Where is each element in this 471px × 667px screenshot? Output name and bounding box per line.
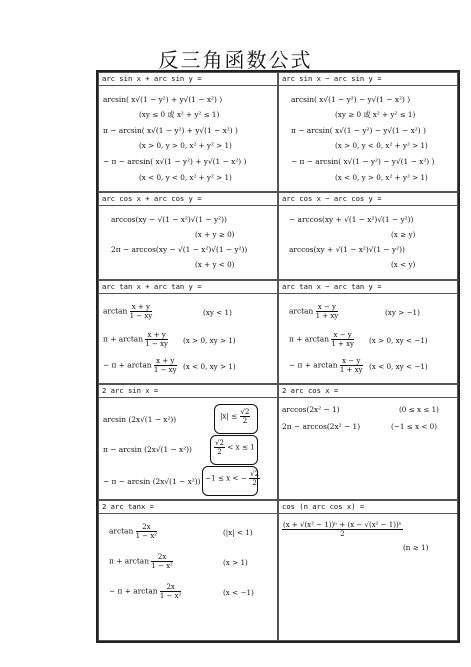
formula-line: π − arcsin( x√(1 − y²) − y√(1 − x²) ) xyxy=(291,126,426,135)
formula-prefix: arctan xyxy=(103,306,128,316)
formula-table xyxy=(96,70,460,643)
condition-line: (x > 0, y < 0, x² + y² > 1) xyxy=(335,141,428,150)
fraction-denominator: 2 xyxy=(242,417,248,425)
formula-prefix: π + arctan xyxy=(289,334,329,344)
condition-line: (xy ≥ 0 或 x² + y² ≤ 1) xyxy=(335,110,416,119)
cell-header: arc tan x − arc tan y = xyxy=(279,281,457,294)
fraction xyxy=(331,331,354,348)
condition-line: (x > 0, xy > 1) xyxy=(183,336,236,345)
formula-line: arccos(xy + √(1 − x²)√(1 − y²)) xyxy=(289,245,405,254)
fraction-numerator: x + y xyxy=(130,303,153,312)
condition-line: (x > 1) xyxy=(223,558,248,567)
condition-line: (−1 ≤ x < 0) xyxy=(391,422,438,431)
cell-chebyshev xyxy=(278,500,458,641)
fraction-denominator: 1 − x² xyxy=(135,532,158,540)
condition-prefix: |x| ≤ xyxy=(220,411,238,421)
fraction-numerator: x − y xyxy=(331,331,354,340)
formula-prefix: π + arctan xyxy=(103,334,143,344)
fraction-denominator: 1 − xy xyxy=(145,340,168,348)
fraction-numerator: √2 xyxy=(215,439,224,447)
fraction-numerator: 2x xyxy=(151,553,173,562)
cell-arcsin-sum xyxy=(98,72,278,192)
fraction-numerator: √2 xyxy=(250,470,260,478)
fraction xyxy=(160,583,182,600)
fraction-denominator: 1 + xy xyxy=(331,340,354,348)
cell-header: arc sin x + arc sin y = xyxy=(99,73,277,86)
condition-line: (x + y < 0) xyxy=(195,260,235,269)
fraction xyxy=(145,331,168,348)
fraction xyxy=(154,357,177,374)
fraction xyxy=(316,303,339,320)
fraction xyxy=(340,357,363,374)
formula-line xyxy=(109,523,157,540)
formula-line xyxy=(289,357,363,374)
condition-line: (|x| < 1) xyxy=(223,528,253,537)
condition-line: (x < y) xyxy=(391,260,416,269)
fraction-numerator: x − y xyxy=(316,303,339,312)
formula-line: 2π − arccos(xy − √(1 − x²)√(1 − y²)) xyxy=(111,245,248,254)
fraction-numerator: x + y xyxy=(154,357,177,366)
formula-line: arcsin( x√(1 − y²) + y√(1 − x²) ) xyxy=(103,95,223,104)
formula-line xyxy=(103,303,152,320)
condition-line: (x > 0, y > 0, x² + y² > 1) xyxy=(139,141,232,150)
formula-line xyxy=(103,357,177,374)
fraction-denominator: 1 − x² xyxy=(151,562,173,570)
formula-prefix: arctan xyxy=(289,306,314,316)
fraction-denominator: 1 + xy xyxy=(339,366,363,374)
formula-line: arccos(2x² − 1) xyxy=(282,405,340,414)
cell-header: arc sin x − arc sin y = xyxy=(279,73,457,86)
condition-line xyxy=(205,470,260,487)
condition-line: (x ≥ y) xyxy=(391,230,416,239)
condition-line: (n ≥ 1) xyxy=(403,543,429,552)
condition-line: (x < 0, y > 0, x² + y² > 1) xyxy=(335,173,428,182)
fraction-numerator: 2x xyxy=(160,583,182,592)
fraction xyxy=(214,439,225,456)
condition-suffix: < x ≤ 1 xyxy=(227,442,255,452)
condition-line: (xy > −1) xyxy=(385,308,420,317)
fraction-denominator: 1 − x² xyxy=(159,592,182,600)
cell-arctan-sum xyxy=(98,280,278,384)
page-title: 反三角函数公式 xyxy=(158,48,313,72)
cell-arccos-diff xyxy=(278,192,458,280)
cell-header: arc tan x + arc tan y = xyxy=(99,281,277,294)
fraction-denominator: 1 + xy xyxy=(315,312,339,320)
formula-line: − π − arcsin( x√(1 − y²) − y√(1 − x²) ) xyxy=(291,157,435,166)
formula-line: arcsin( x√(1 − y²) − y√(1 − x²) ) xyxy=(291,95,411,104)
condition-line: (x > 0, xy < −1) xyxy=(369,336,428,345)
fraction-numerator: (x + √(x² − 1))ⁿ + (x − √(x² − 1))ⁿ xyxy=(283,521,402,529)
cell-header: arc cos x − arc cos y = xyxy=(279,193,457,206)
cell-arctan-diff xyxy=(278,280,458,384)
condition-line: (x < 0, xy < −1) xyxy=(369,362,428,371)
fraction-denominator: 2 xyxy=(252,479,257,487)
formula-line: arccos(xy − √(1 − x²)√(1 − y²)) xyxy=(111,215,227,224)
formula-line xyxy=(282,521,403,538)
cell-double-arcsin xyxy=(98,384,278,500)
formula-line: − π − arcsin( x√(1 − y²) + y√(1 − x²) ) xyxy=(103,157,247,166)
fraction-numerator: x + y xyxy=(145,331,168,340)
fraction-numerator: √2 xyxy=(240,408,250,416)
condition-line: (x + y ≥ 0) xyxy=(195,230,235,239)
fraction-denominator: 2 xyxy=(340,530,345,538)
condition-line xyxy=(214,439,255,456)
formula-line xyxy=(289,303,338,320)
condition-line xyxy=(220,408,250,425)
formula-prefix: − π + arctan xyxy=(109,586,158,596)
cell-arccos-sum xyxy=(98,192,278,280)
formula-line: − arccos(xy + √(1 − x²)√(1 − y²)) xyxy=(289,215,414,224)
fraction xyxy=(136,523,158,540)
formula-prefix: π + arctan xyxy=(109,556,149,566)
fraction-denominator: 1 − xy xyxy=(129,312,153,320)
cell-header: 2 arc sin x = xyxy=(99,385,277,398)
formula-prefix: − π + arctan xyxy=(103,360,152,370)
condition-line: (xy ≤ 0 或 x² + y² ≤ 1) xyxy=(139,110,220,119)
formula-prefix: − π + arctan xyxy=(289,360,338,370)
fraction xyxy=(130,303,153,320)
condition-line: (x < 0, y < 0, x² + y² > 1) xyxy=(139,173,232,182)
formula-line: 2π − arccos(2x² − 1) xyxy=(282,422,361,431)
condition-line: (0 ≤ x ≤ 1) xyxy=(399,405,439,414)
formula-line: arcsin (2x√(1 − x²)) xyxy=(103,415,177,424)
cell-double-arccos xyxy=(278,384,458,500)
formula-line xyxy=(103,331,168,348)
formula-line xyxy=(289,331,354,348)
condition-line: (x < 0, xy > 1) xyxy=(183,362,236,371)
cell-header: arc cos x + arc cos y = xyxy=(99,193,277,206)
fraction xyxy=(249,470,260,487)
formula-prefix: arctan xyxy=(109,526,134,536)
fraction xyxy=(151,553,173,570)
formula-line: π − arcsin( x√(1 − y²) + y√(1 − x²) ) xyxy=(103,126,238,135)
formula-line xyxy=(109,583,181,600)
fraction-denominator: 2 xyxy=(217,448,222,456)
formula-line: π − arcsin (2x√(1 − x²)) xyxy=(103,445,192,454)
fraction-denominator: 1 − xy xyxy=(153,366,177,374)
condition-line: (x < −1) xyxy=(223,588,254,597)
condition-line: (xy < 1) xyxy=(203,308,232,317)
cell-header: 2 arc tanx = xyxy=(99,501,277,514)
formula-line xyxy=(109,553,173,570)
fraction-numerator: 2x xyxy=(136,523,158,532)
fraction-numerator: x − y xyxy=(340,357,363,366)
cell-header: 2 arc cos x = xyxy=(279,385,457,398)
formula-line: − π − arcsin (2x√(1 − x²)) xyxy=(103,477,201,486)
cell-double-arctan xyxy=(98,500,278,641)
fraction xyxy=(240,408,251,425)
cell-header: cos (n arc cos x) = xyxy=(279,501,457,514)
fraction xyxy=(282,521,403,538)
cell-arcsin-diff xyxy=(278,72,458,192)
condition-prefix: −1 ≤ x < − xyxy=(205,473,247,483)
